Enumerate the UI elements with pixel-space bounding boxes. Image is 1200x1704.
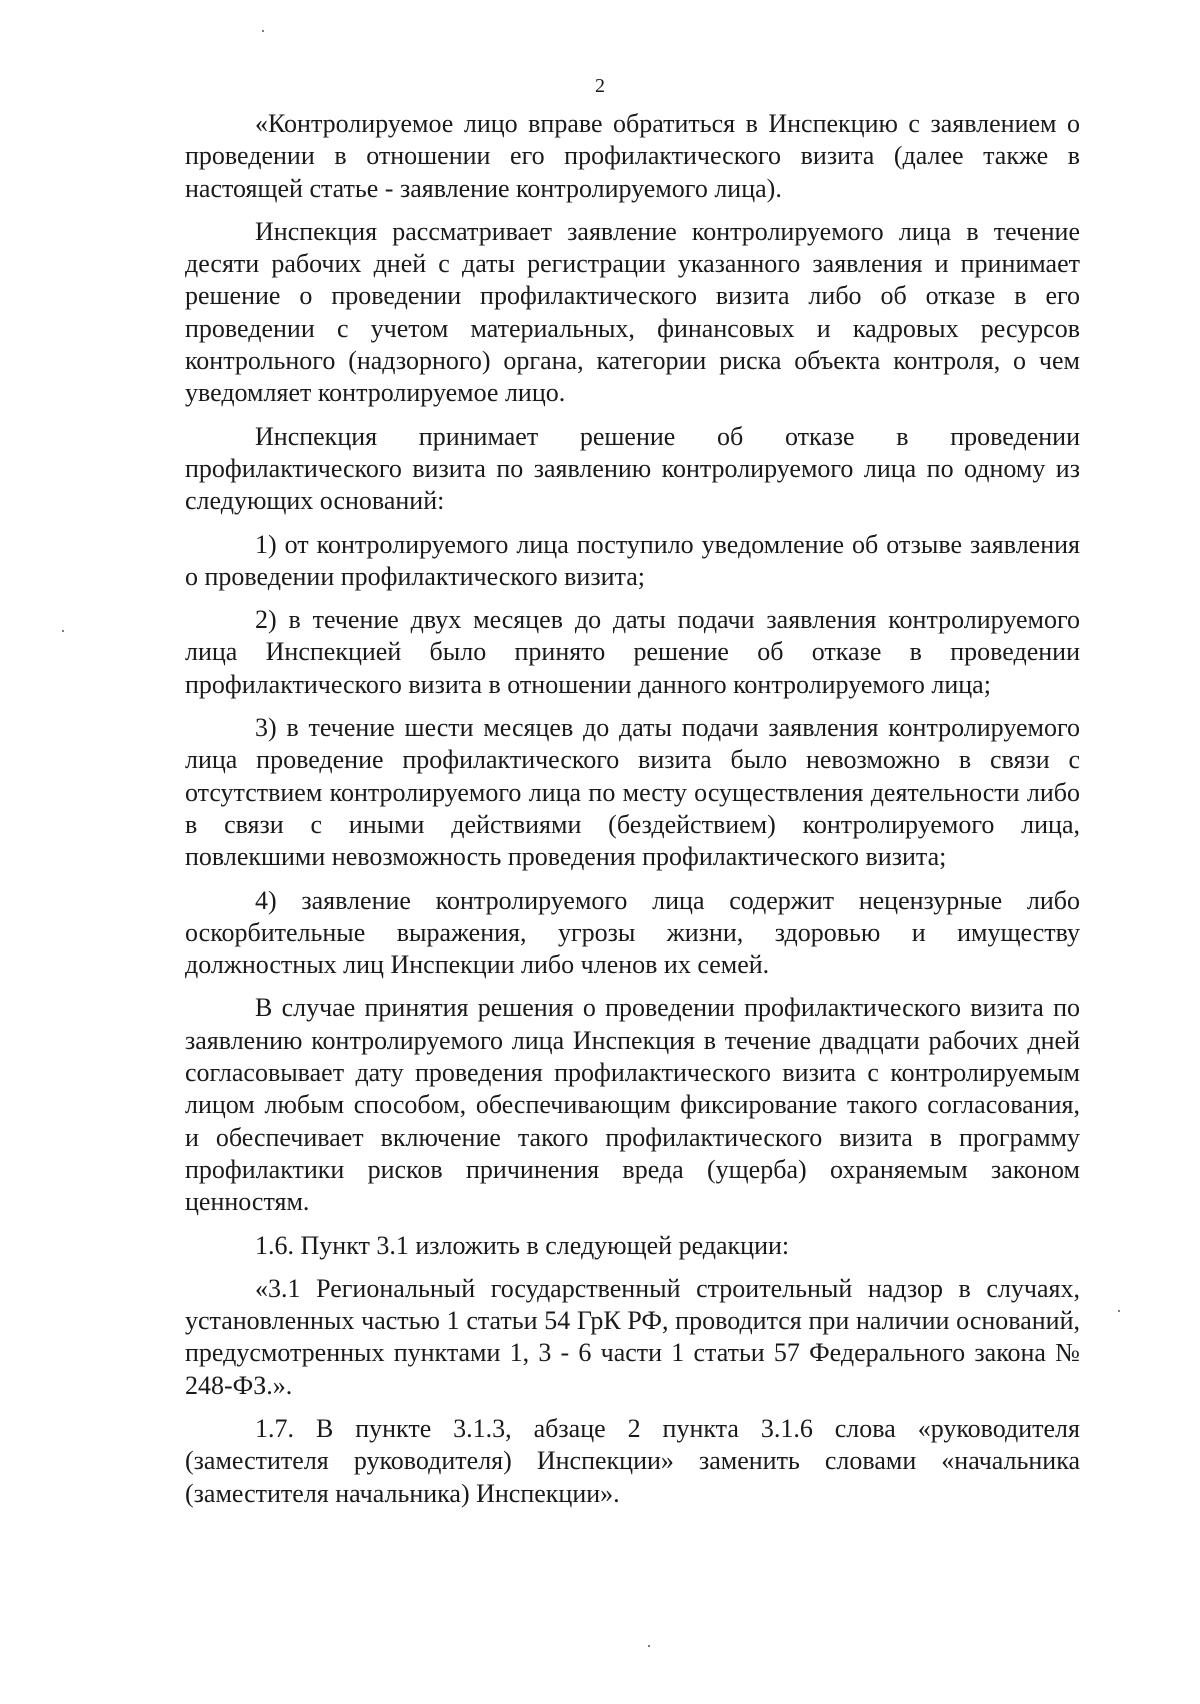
scan-speck: [1118, 1310, 1120, 1312]
paragraph-refusal-grounds-intro: Инспекция принимает решение об отказе в проведении профилактического визита по заявлению контролируемого лица по одному из следующих оснований:: [185, 421, 1080, 516]
document-body: [185, 108, 1080, 1521]
list-item-ground-1: 1) от контролируемого лица поступило уведомление об отзыве заявления о проведении профилактического визита;: [185, 529, 1080, 591]
list-item-ground-2: 2) в течение двух месяцев до даты подачи заявления контролируемого лица Инспекцией было принято решение об отказе в проведении профилактического визита в отношении данного контролируемого лица;: [185, 605, 1080, 699]
paragraph-visit-scheduling: В случае принятия решения о проведении профилактического визита по заявлению контролируемого лица Инспекция в течение двадцати рабочих дней согласовывает дату проведения профилактического визита с контролируемым лицом любым способом, обеспечивающим фиксирование такого согласования, и обеспечивает включение такого профилактического визита в программу профилактики рисков причинения вреда (ущерба) охраняемым законом ценностям.: [185, 993, 1080, 1217]
paragraph-item-1-6: 1.6. Пункт 3.1 изложить в следующей редакции:: [255, 1230, 790, 1260]
paragraph-application-right: «Контролируемое лицо вправе обратиться в Инспекцию с заявлением о проведении в отношении его профилактического визита (далее также в настоящей статье - заявление контролируемого лица).: [185, 109, 1080, 203]
scan-speck: [262, 30, 264, 32]
paragraph-application-review: Инспекция рассматривает заявление контролируемого лица в течение десяти рабочих дней с даты регистрации указанного заявления и принимает решение о проведении профилактического визита либо об отказе в его проведении с учетом материальных, финансовых и кадровых ресурсов контрольного (надзорного) органа, категории риска объекта контроля, о чем уведомляет контролируемое лицо.: [185, 216, 1080, 408]
scan-speck: [648, 1645, 650, 1647]
paragraph-item-1-7: 1.7. В пункте 3.1.3, абзаце 2 пункта 3.1.6 слова «руководителя (заместителя руководителя) Инспекции» заменить словами «начальника (заместителя начальника) Инспекции».: [185, 1413, 1080, 1508]
list-item-ground-4: 4) заявление контролируемого лица содержит нецензурные либо оскорбительные выражения, угрозы жизни, здоровью и имуществу должностных лиц Инспекции либо членов их семей.: [185, 885, 1080, 980]
page-number: 2: [595, 75, 605, 97]
paragraph-item-3-1-text: «3.1 Региональный государственный строительный надзор в случаях, установленных частью 1 статьи 54 ГрК РФ, проводится при наличии оснований, предусмотренных пунктами 1, 3 - 6 части 1 статьи 57 Федерального закона № 248-ФЗ.».: [185, 1273, 1080, 1400]
scan-speck: [62, 630, 64, 632]
list-item-ground-3: 3) в течение шести месяцев до даты подачи заявления контролируемого лица проведение профилактического визита было невозможно в связи с отсутствием контролируемого лица по месту осуществления деятельности либо в связи с иными действиями (бездействием) контролируемого лица, повлекшими невозможность проведения профилактического визита;: [185, 713, 1080, 872]
